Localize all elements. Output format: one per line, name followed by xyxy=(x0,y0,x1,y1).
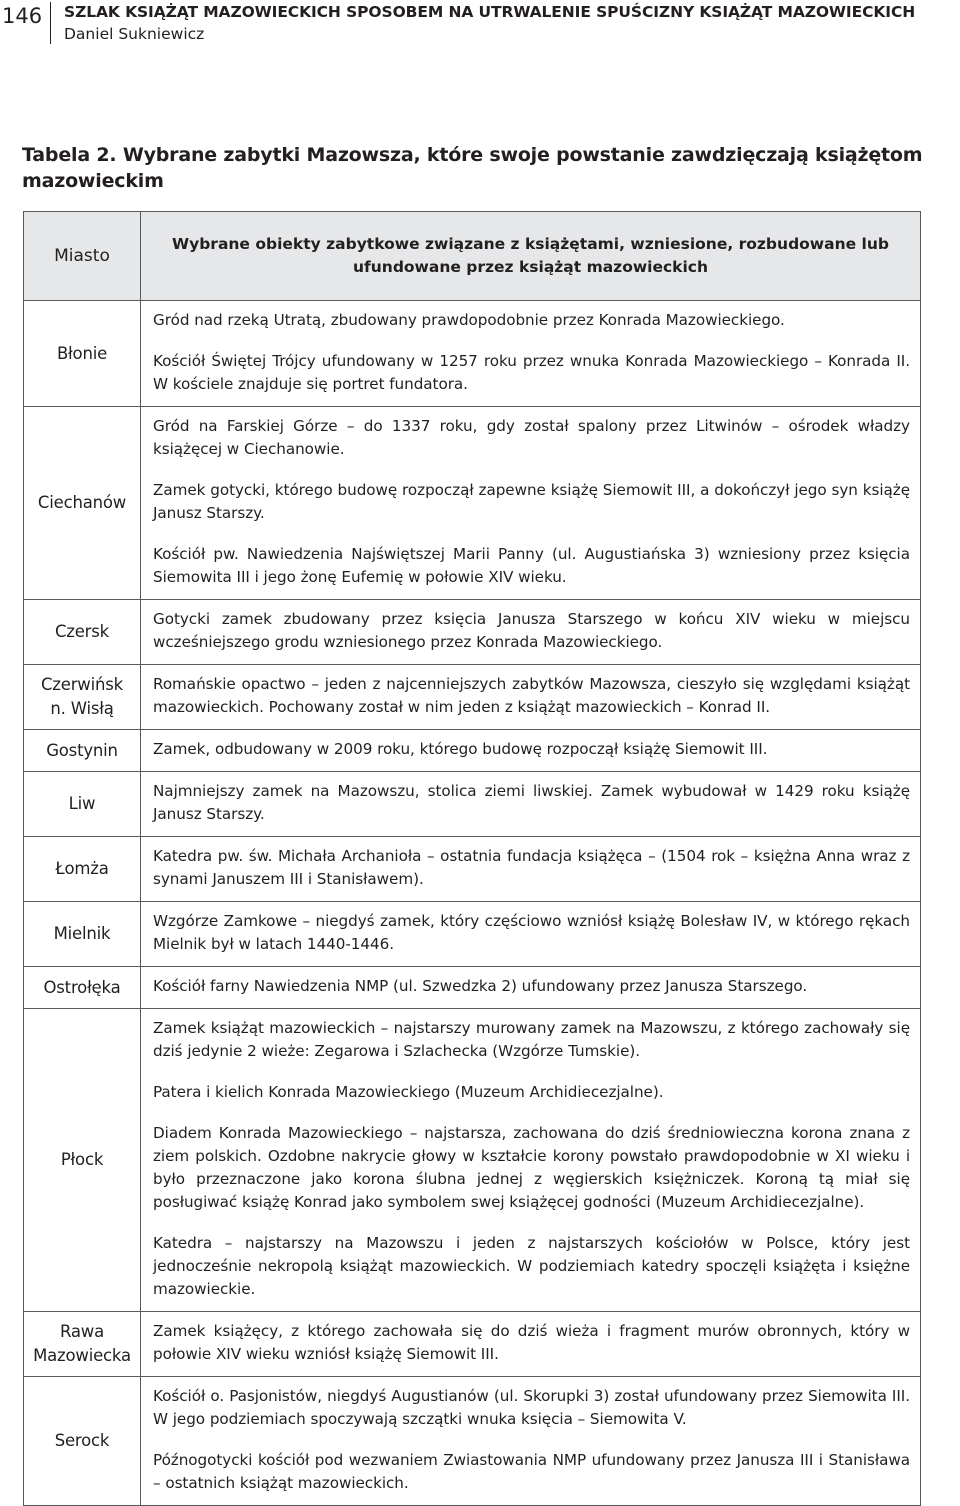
table-row xyxy=(24,730,921,772)
objects-cell xyxy=(141,730,921,772)
object-entry: Diadem Konrada Mazowieckiego – najstarsza, zachowana do dziś średniowieczna korona znana z ziem polskich. Ozdobne nakrycie głowy w kształcie korony powstało prawdopodobnie w XI wieku i było przeznaczone jako korona ślubna jednej z węgierskich księżniczek. Koroną tą miał się posługiwać książę Konrad jako symbolem swej książęcej godności (Muzeum Archidiecezjalne). xyxy=(153,1124,910,1211)
table-row xyxy=(24,1009,921,1312)
city-cell: Gostynin xyxy=(24,730,141,772)
city-cell: Czerwińsk n. Wisłą xyxy=(24,665,141,730)
table-row xyxy=(24,1377,921,1506)
objects-cell xyxy=(141,665,921,730)
table-header-row xyxy=(24,212,921,301)
running-title: SZLAK KSIĄŻĄT MAZOWIECKICH SPOSOBEM NA UTRWALENIE SPUŚCIZNY KSIĄŻĄT MAZOWIECKICH xyxy=(64,3,916,21)
object-entry: Patera i kielich Konrada Mazowieckiego (Muzeum Archidiecezjalne). xyxy=(153,1083,664,1101)
monuments-table xyxy=(23,211,921,1506)
object-entry: Wzgórze Zamkowe – niegdyś zamek, który częściowo wzniósł książę Bolesław IV, w którego rękach Mielnik był w latach 1440-1446. xyxy=(153,912,910,953)
object-entry: Zamek, odbudowany w 2009 roku, którego budowę rozpoczął książę Siemowit III. xyxy=(153,740,768,758)
header-divider xyxy=(50,2,51,44)
objects-cell xyxy=(141,1312,921,1377)
object-entry: Zamek książąt mazowieckich – najstarszy murowany zamek na Mazowszu, z którego zachowały się dziś jedynie 2 wieże: Zegarowa i Szlachecka (Wzgórze Tumskie). xyxy=(153,1019,910,1060)
table-row xyxy=(24,772,921,837)
city-cell: Rawa Mazowiecka xyxy=(24,1312,141,1377)
object-entry: Późnogotycki kościół pod wezwaniem Zwiastowania NMP ufundowany przez Janusza III i Stanisława – ostatnich książąt mazowieckich. xyxy=(153,1451,910,1492)
page-header xyxy=(0,0,960,50)
table-row xyxy=(24,301,921,407)
object-entry: Kościół pw. Nawiedzenia Najświętszej Marii Panny (ul. Augustiańska 3) wzniesiony przez księcia Siemowita III i jego żonę Eufemię w połowie XIV wieku. xyxy=(153,545,910,586)
object-entry: Katedra pw. św. Michała Archanioła – ostatnia fundacja książęca – (1504 rok – księżna Anna wraz z synami Januszem III i Stanisławem). xyxy=(153,847,910,888)
table-body xyxy=(24,301,921,1506)
table-row xyxy=(24,902,921,967)
objects-cell xyxy=(141,967,921,1009)
objects-cell xyxy=(141,600,921,665)
author-name: Daniel Sukniewicz xyxy=(64,25,205,43)
object-entry: Najmniejszy zamek na Mazowszu, stolica ziemi liwskiej. Zamek wybudował w 1429 roku książę Janusz Starszy. xyxy=(153,782,910,823)
city-cell: Błonie xyxy=(24,301,141,407)
object-entry: Romańskie opactwo – jeden z najcenniejszych zabytków Mazowsza, cieszyło się względami książąt mazowieckich. Pochowany został w nim jeden z książąt mazowieckich – Konrad II. xyxy=(153,675,910,716)
objects-cell xyxy=(141,301,921,407)
object-entry: Zamek gotycki, którego budowę rozpoczął zapewne książę Siemowit III, a dokończył jego syn książę Janusz Starszy. xyxy=(153,481,910,522)
page-number: 146 xyxy=(2,4,43,28)
city-cell: Czersk xyxy=(24,600,141,665)
objects-cell xyxy=(141,407,921,600)
object-entry: Gród na Farskiej Górze – do 1337 roku, gdy został spalony przez Litwinów – ośrodek władzy książęcej w Ciechanowie. xyxy=(153,417,910,458)
table-caption: Tabela 2. Wybrane zabytki Mazowsza, które swoje powstanie zawdzięczają książętom mazowieckim xyxy=(22,144,923,192)
city-cell: Płock xyxy=(24,1009,141,1312)
table-row xyxy=(24,967,921,1009)
objects-cell xyxy=(141,902,921,967)
city-cell: Mielnik xyxy=(24,902,141,967)
city-cell: Serock xyxy=(24,1377,141,1506)
object-entry: Gród nad rzeką Utratą, zbudowany prawdopodobnie przez Konrada Mazowieckiego. xyxy=(153,311,785,329)
city-cell: Ciechanów xyxy=(24,407,141,600)
objects-cell xyxy=(141,837,921,902)
objects-cell xyxy=(141,772,921,837)
table-row xyxy=(24,665,921,730)
object-entry: Gotycki zamek zbudowany przez księcia Janusza Starszego w końcu XIV wieku w miejscu wcześniejszego grodu wzniesionego przez Konrada Mazowieckiego. xyxy=(153,610,910,651)
objects-cell xyxy=(141,1377,921,1506)
table-row xyxy=(24,837,921,902)
objects-cell xyxy=(141,1009,921,1312)
city-cell: Łomża xyxy=(24,837,141,902)
object-entry: Kościół Świętej Trójcy ufundowany w 1257 roku przez wnuka Konrada Mazowieckiego – Konrada II. W kościele znajduje się portret fundatora. xyxy=(153,352,910,393)
object-entry: Kościół farny Nawiedzenia NMP (ul. Szwedzka 2) ufundowany przez Janusza Starszego. xyxy=(153,977,808,995)
object-entry: Kościół o. Pasjonistów, niegdyś Augustianów (ul. Skorupki 3) został ufundowany przez Siemowita III. W jego podziemiach spoczywają szczątki wnuka księcia – Siemowita V. xyxy=(153,1387,910,1428)
object-entry: Katedra – najstarszy na Mazowszu i jeden z najstarszych kościołów w Polsce, który jest jednocześnie nekropolą książąt mazowieckich. W podziemiach katedry spoczęli książęta i księżne mazowieckie. xyxy=(153,1234,910,1298)
object-entry: Zamek książęcy, z którego zachowała się do dziś wieża i fragment murów obronnych, który w połowie XIV wieku wzniósł książę Siemowit III. xyxy=(153,1322,910,1363)
column-header-city: Miasto xyxy=(24,212,141,301)
city-cell: Ostrołęka xyxy=(24,967,141,1009)
table-row xyxy=(24,600,921,665)
table-row xyxy=(24,407,921,600)
city-cell: Liw xyxy=(24,772,141,837)
column-header-objects: Wybrane obiekty zabytkowe związane z książętami, wzniesione, rozbudowane lub ufundowane przez książąt mazowieckich xyxy=(141,212,921,301)
table-row xyxy=(24,1312,921,1377)
